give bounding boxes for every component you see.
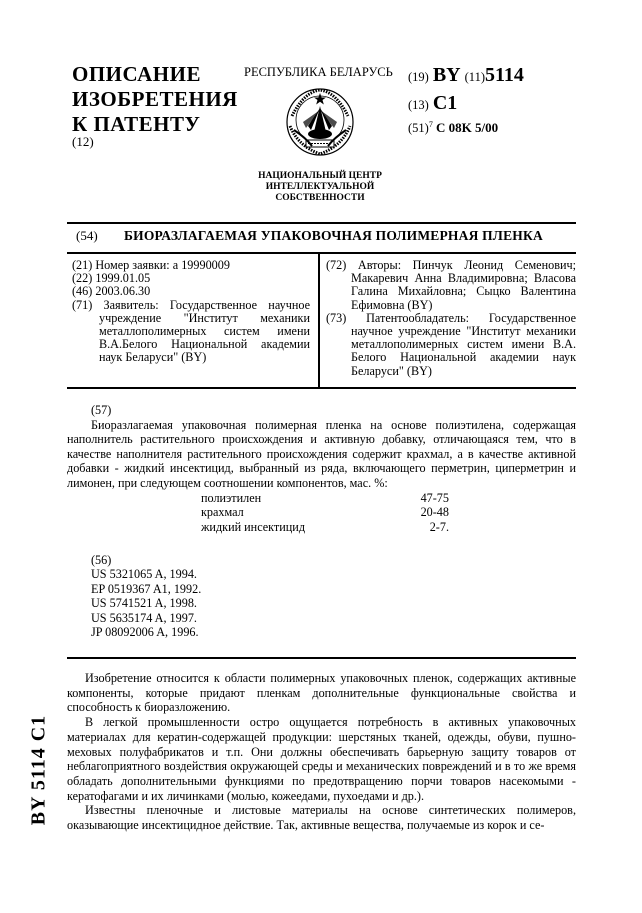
- bib-text: Авторы: Пинчук Леонид Семенович; Макаревич Анна Владимировна; Власова Галина Михайловна; Сыцко Валентина Ефимовна (BY): [351, 258, 576, 312]
- references-code: (56): [91, 553, 112, 567]
- abstract-section: [67, 403, 576, 534]
- abstract-code: (57): [91, 403, 112, 417]
- bibliography-left: [72, 259, 310, 365]
- component-value: 47-75: [420, 490, 449, 505]
- divider: [67, 222, 576, 224]
- bib-item-authors: [326, 259, 576, 312]
- cited-references: [91, 553, 201, 639]
- bib-code: (22): [72, 271, 93, 286]
- office-line: СОБСТВЕННОСТИ: [275, 193, 365, 203]
- divider: [67, 387, 576, 389]
- bib-text: Заявитель: Государственное научное учреждение "Институт механики металлополимерных систем имени В.А.Белого Национальной академии наук Беларуси" (BY): [99, 297, 311, 365]
- country-code-label: (19): [408, 70, 429, 84]
- kind-code: [408, 92, 457, 115]
- bib-code: (46): [72, 284, 93, 299]
- reference-item: US 5321065 A, 1994.: [91, 567, 197, 582]
- ipc-edition: 7: [428, 120, 433, 129]
- publication-number: [408, 64, 524, 87]
- divider: [67, 657, 576, 659]
- description-paragraph: В легкой промышленности остро ощущается потребность в активных упаковочных материалах для кератин-содержащей продукции: шерстяных тканей, одежды, обуви, пушно-меховых полуфабрикатов и т.п. Они должны обеспечивать барьерную защиту товаров от неблагоприятного воздействия окружающей среды и механических повреждений и в то же время обладать дополнительными функциями по предотвращению порчи товаров насекомыми - кератофагами и их личинками (молью, кожеедами, пухоедами и др.).: [67, 715, 576, 803]
- ipc-label: (51): [408, 121, 429, 136]
- document-type-title: [72, 62, 238, 137]
- bib-item-patent-holder: [326, 312, 576, 378]
- republic-name: РЕСПУБЛИКА БЕЛАРУСЬ: [244, 65, 393, 79]
- component-name: полиэтилен: [201, 490, 262, 505]
- side-label-text: BY 5114 C1: [27, 714, 50, 826]
- bibliography-right: [326, 259, 576, 378]
- title-line: ИЗОБРЕТЕНИЯ: [72, 87, 238, 111]
- bib-text: 1999.01.05: [95, 271, 151, 286]
- description-body: [67, 671, 576, 833]
- reference-item: US 5741521 A, 1998.: [91, 596, 197, 611]
- patent-number-label: (11): [464, 70, 485, 84]
- reference-item: JP 08092006 A, 1996.: [91, 625, 199, 640]
- bib-item-applicant: [72, 299, 310, 365]
- divider: [67, 252, 576, 254]
- component-name: жидкий инсектицид: [201, 519, 306, 534]
- bib-code: (72): [326, 258, 347, 272]
- side-publication-label: [24, 690, 54, 850]
- bib-code: (73): [326, 310, 347, 325]
- office-line: НАЦИОНАЛЬНЫЙ ЦЕНТР: [258, 171, 382, 181]
- patent-number: 5114: [485, 64, 524, 86]
- description-paragraph: Изобретение относится к области полимерных упаковочных пленок, содержащих активные компоненты, которые придают пленкам дополнительные функциональные свойства и способность к биоразложению.: [67, 671, 576, 715]
- bib-code: (21): [72, 258, 93, 272]
- composition-row: [201, 491, 449, 506]
- component-value: 2-7.: [429, 519, 449, 534]
- bib-text: Патентообладатель: Государственное научное учреждение "Институт механики металлополимерных систем имени В.А. Белого Национальной академии наук Беларуси" (BY): [351, 310, 576, 378]
- component-name: крахмал: [201, 505, 244, 520]
- column-divider: [318, 253, 320, 387]
- bib-text: 2003.06.30: [95, 284, 151, 299]
- title-code: (54): [76, 228, 98, 243]
- title-line: ОПИСАНИЕ: [72, 62, 201, 86]
- composition-row: [201, 505, 449, 520]
- composition-table: [201, 491, 449, 535]
- bib-text: Номер заявки: а 19990009: [95, 258, 230, 272]
- kind-code-label: (13): [408, 98, 429, 112]
- title-text: БИОРАЗЛАГАЕМАЯ УПАКОВОЧНАЯ ПОЛИМЕРНАЯ ПЛЕНКА: [124, 228, 543, 243]
- country-code: BY: [432, 64, 461, 86]
- ipc-value: C 08K 5/00: [435, 120, 499, 136]
- invention-title: [76, 228, 543, 244]
- reference-item: EP 0519367 A1, 1992.: [91, 581, 202, 596]
- title-line: К ПАТЕНТУ: [72, 112, 201, 136]
- reference-item: US 5635174 A, 1997.: [91, 610, 197, 625]
- abstract-text: Биоразлагаемая упаковочная полимерная пленка на основе полиэтилена, содержащая наполнитель растительного происхождения и активную добавку, отличающаяся тем, что в качестве наполнителя растительного происхождения содержит крахмал, а в качестве активной добавки - жидкий инсектицид, выбранный из ряда, включающего перметрин, циперметрин и лимонен, при следующем соотношении компонентов, мас. %:: [67, 417, 576, 490]
- patent-office-name: [240, 171, 400, 204]
- component-value: 20-48: [420, 505, 449, 520]
- state-emblem-icon: [284, 86, 356, 158]
- ipc-classification: [408, 120, 498, 136]
- kind-code-value: C1: [432, 92, 458, 114]
- document-kind-code: (12): [72, 134, 94, 149]
- bib-code: (71): [72, 297, 93, 312]
- office-line: ИНТЕЛЛЕКТУАЛЬНОЙ: [265, 182, 375, 192]
- description-paragraph: Известны пленочные и листовые материалы на основе синтетических полимеров, оказывающие инсектицидное действие. Так, активные вещества, получаемые из корок и се-: [67, 803, 576, 833]
- composition-row: [201, 520, 449, 535]
